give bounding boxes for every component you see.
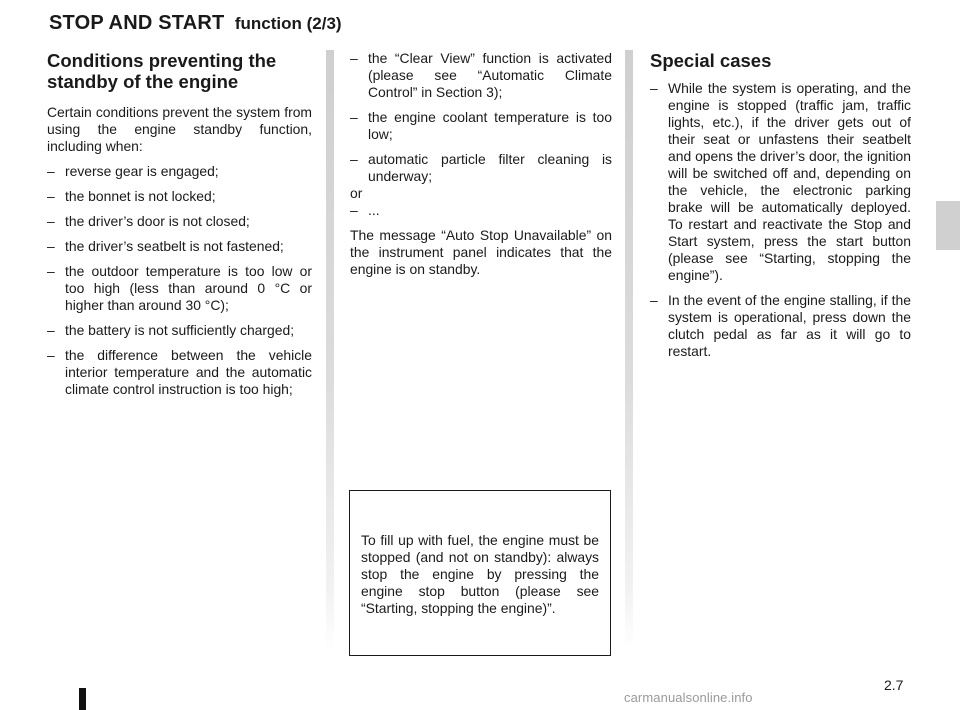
title-main: STOP AND START <box>49 12 225 34</box>
section-heading-conditions: Conditions preventing the standby of the engine <box>47 50 277 92</box>
fuel-note-box <box>349 490 611 656</box>
page-number: 2.7 <box>884 677 904 693</box>
message-paragraph: The message “Auto Stop Unavailable” on the instrument panel indicates that the engine is on standby. <box>350 227 612 277</box>
column-divider <box>326 50 334 650</box>
list-item: – the bonnet is not locked; <box>47 188 312 205</box>
list-item: – In the event of the engine stalling, if the system is operational, press down the clutch pedal as far as it will go to restart. <box>650 292 911 360</box>
column-conditions-continued <box>350 50 612 286</box>
watermark: carmanualsonline.info <box>624 690 753 705</box>
list-item: – the battery is not sufficiently charged; <box>47 322 312 339</box>
list-item: – reverse gear is engaged; <box>47 163 312 180</box>
intro-paragraph: Certain conditions prevent the system from using the engine standby function, including when: <box>47 104 312 154</box>
list-item: – the outdoor temperature is too low or too high (less than around 0 °C or higher than around 30 °C); <box>47 263 312 314</box>
list-item: – the “Clear View” function is activated (please see “Automatic Climate Control” in Section 3); <box>350 50 612 101</box>
print-mark <box>79 688 86 710</box>
column-divider <box>625 50 633 650</box>
fuel-note-text: To fill up with fuel, the engine must be stopped (and not on standby): always stop the engine by pressing the engine stop button (please see “Starting, stopping the engine)”. <box>361 532 599 616</box>
section-heading-special-cases: Special cases <box>650 50 772 71</box>
ellipsis-list <box>350 202 612 219</box>
special-cases-list <box>650 80 911 360</box>
title-sub: function (2/3) <box>234 14 342 33</box>
list-item: – the driver’s seatbelt is not fastened; <box>47 238 312 255</box>
list-item: – the engine coolant temperature is too low; <box>350 109 612 143</box>
conditions-list <box>47 163 312 398</box>
conditions-list-continued <box>350 50 612 185</box>
section-thumb-tab <box>936 201 960 250</box>
column-conditions <box>47 50 312 406</box>
column-special-cases <box>650 50 911 368</box>
page-title <box>49 12 342 35</box>
list-item: – ... <box>350 202 612 219</box>
list-item: – automatic particle filter cleaning is underway; <box>350 151 612 185</box>
list-item: – the driver’s door is not closed; <box>47 213 312 230</box>
list-item: – While the system is operating, and the engine is stopped (traffic jam, traffic lights, etc.), if the driver gets out of their seat or unfastens their seatbelt and opens the driver’s door, the ignition will be switched off and, depending on the vehicle, the electronic parking brake will be automatically deployed. To restart and reactivate the Stop and Start system, press the start button (please see “Starting, stopping the engine”). <box>650 80 911 284</box>
list-item: – the difference between the vehicle interior temperature and the automatic climate control instruction is too high; <box>47 347 312 398</box>
or-text: or <box>350 185 363 201</box>
